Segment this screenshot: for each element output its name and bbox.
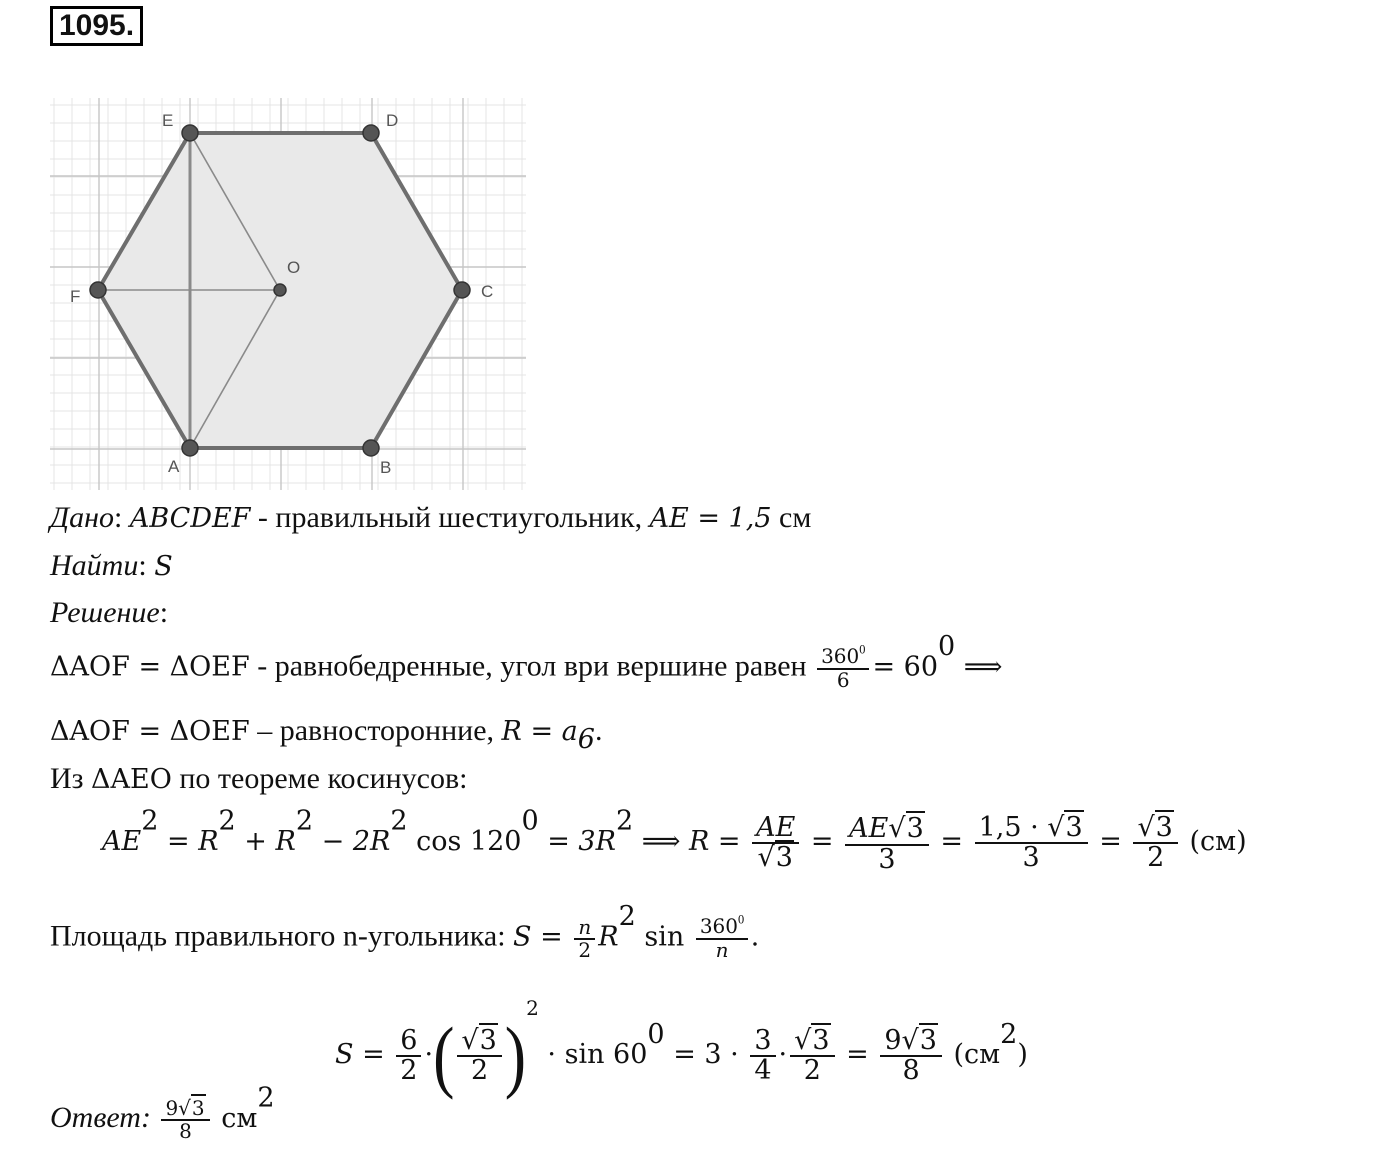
step5-text: Площадь правильного n-угольника: [50, 919, 514, 953]
given-expr: AE = 1,5 [649, 503, 772, 534]
label-c: C [481, 282, 494, 301]
step2-lhs: ΔAOF = ΔOEF [50, 716, 250, 747]
point-d [363, 125, 379, 141]
step3-triangle: ΔAEO [91, 764, 172, 795]
step-3: Из ΔAEO по теореме косинусов: [50, 762, 468, 795]
given-line: Дано: ABCDEF - правильный шестиугольник, AE = 1,5 см [50, 501, 812, 534]
point-f [90, 282, 106, 298]
find-value: S [154, 551, 173, 582]
label-a: A [168, 457, 180, 476]
fraction-360-over-6: $\frac{360^0}{6}$ [817, 646, 869, 691]
fraction-ae-over-sqrt3: $\frac{AE}{√3}$ [752, 814, 799, 873]
fraction-3-over-4: $\frac{3}{4}$ [750, 1027, 775, 1086]
given-text: - правильный шестиугольник, [250, 501, 650, 534]
label-d: D [386, 111, 399, 130]
step2-text: – равносторонние, [249, 714, 502, 747]
point-b [363, 440, 379, 456]
answer-unit: см [212, 1102, 258, 1134]
label-f: F [70, 287, 81, 306]
label-o: O [287, 258, 301, 277]
answer-fraction: $\frac{9√3}{8}$ [161, 1098, 209, 1142]
problem-number: 1095. [50, 6, 143, 46]
step-6-final-computation: S = $\frac{6}{2}$ ·( $\frac{√3}{2}$ )$^2 \cdot \sin 60^0 = 3$ · $\frac{3}{4}$ · $\frac{√3}{2}$ = $\frac{9√3}{8}$ $(см^2)$ [335, 996, 1028, 1100]
fraction-ae-sqrt3-over-3: $\frac{AE√3}{3}$ [845, 812, 929, 874]
step-4-cosine-formula: $AE^2 = R^2 + R^2 - 2R^2$ $\cos 120^0 = 3R^2$ ⟹ R = $\frac{AE}{√3}$ = $\frac{AE√3}{3}$ = $\frac{1,5 \cdot √3}{3}$ = $\frac{√3}{2}$ (см) [102, 805, 1247, 875]
fraction-360-over-n: $\frac{360^0}{n}$ [696, 916, 748, 961]
point-a [182, 440, 198, 456]
fraction-n-over-2: $\frac{n}{2}$ [574, 917, 595, 961]
step-5-area-formula: Площадь правильного n-угольника: S = $\frac{n}{2}$ $R^2$ sin $\frac{360^0}{n}$ . [50, 901, 759, 962]
fraction-15-sqrt3-over-3: $\frac{1,5 \cdot √3}{3}$ [975, 814, 1088, 873]
fraction-sqrt3-over-2-paren: $\frac{√3}{2}$ [457, 1027, 501, 1086]
fraction-6-over-2: $\frac{6}{2}$ [396, 1027, 421, 1086]
find-line: Найти: S [50, 549, 173, 582]
solution-label: Решение: [50, 596, 169, 629]
label-e: E [162, 111, 174, 130]
hexagon-diagram [50, 98, 526, 494]
step1-rhs: = 60 [872, 651, 939, 683]
given-subject: ABCDEF [129, 503, 251, 534]
step1-lhs: ΔAOF = ΔOEF [50, 651, 250, 683]
step-1: ΔAOF = ΔOEF - равнобедренные, угол ври вершине равен $\frac{360^0}{6}$ = $60^0$ ⟹ [50, 631, 1003, 692]
answer-label: Ответ: [50, 1100, 151, 1134]
given-unit: см [771, 501, 812, 534]
given-label: Дано [50, 501, 114, 534]
step1-text: - равнобедренные, угол ври вершине равен [249, 649, 815, 683]
find-label: Найти [50, 549, 139, 582]
label-b: B [380, 458, 392, 477]
step2-expr: R = a [501, 716, 578, 747]
point-o [274, 284, 286, 296]
point-e [182, 125, 198, 141]
answer-line: Ответ: $\frac{9√3}{8}$ $см^2$ [50, 1082, 275, 1143]
step4-unit: (см) [1180, 825, 1247, 857]
point-c [454, 282, 470, 298]
fraction-sqrt3-over-2-b: $\frac{√3}{2}$ [790, 1027, 834, 1086]
step-2: ΔAOF = ΔOEF – равносторонние, $R = a_6$. [50, 714, 603, 756]
step6-unit: (см [944, 1039, 1001, 1070]
fraction-9sqrt3-over-8: $\frac{9√3}{8}$ [880, 1027, 942, 1086]
fraction-sqrt3-over-2: $\frac{√3}{2}$ [1133, 814, 1177, 873]
